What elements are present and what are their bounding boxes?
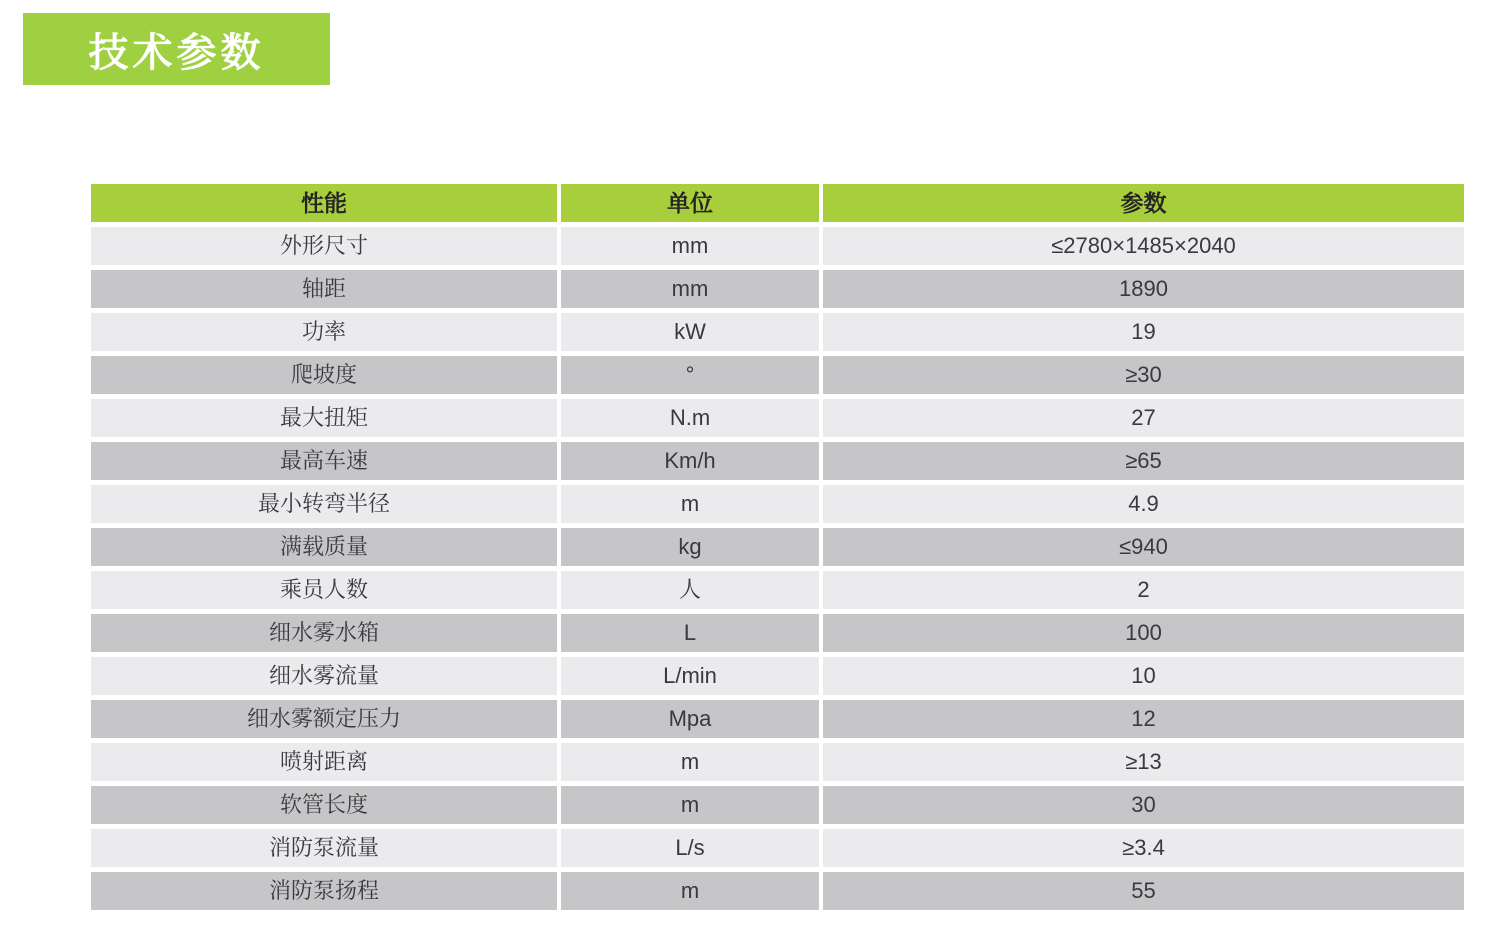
table-row (91, 657, 1464, 695)
value-cell: 19 (823, 313, 1464, 351)
table-row (91, 313, 1464, 351)
unit-cell: 人 (561, 571, 819, 609)
unit-cell: mm (561, 227, 819, 265)
unit-cell: m (561, 743, 819, 781)
table-row (91, 227, 1464, 265)
spec-name-cell: 细水雾流量 (91, 657, 557, 695)
unit-cell: m (561, 872, 819, 910)
unit-cell: L/s (561, 829, 819, 867)
spec-name-cell: 满载质量 (91, 528, 557, 566)
table-row (91, 743, 1464, 781)
header-unit: 单位 (561, 184, 819, 222)
table-row (91, 356, 1464, 394)
unit-cell: N.m (561, 399, 819, 437)
table-row (91, 786, 1464, 824)
spec-name-cell: 细水雾额定压力 (91, 700, 557, 738)
table-header-row (91, 184, 1464, 222)
spec-name-cell: 爬坡度 (91, 356, 557, 394)
value-cell: 12 (823, 700, 1464, 738)
unit-cell: ° (561, 356, 819, 394)
table-row (91, 700, 1464, 738)
spec-name-cell: 轴距 (91, 270, 557, 308)
value-cell: 100 (823, 614, 1464, 652)
unit-cell: m (561, 786, 819, 824)
table-row (91, 399, 1464, 437)
value-cell: 55 (823, 872, 1464, 910)
spec-name-cell: 软管长度 (91, 786, 557, 824)
spec-name-cell: 喷射距离 (91, 743, 557, 781)
value-cell: 27 (823, 399, 1464, 437)
unit-cell: mm (561, 270, 819, 308)
spec-name-cell: 细水雾水箱 (91, 614, 557, 652)
unit-cell: Km/h (561, 442, 819, 480)
table-row (91, 872, 1464, 910)
header-performance: 性能 (91, 184, 557, 222)
section-title-text: 技术参数 (88, 30, 265, 75)
header-parameter: 参数 (823, 184, 1464, 222)
spec-name-cell: 乘员人数 (91, 571, 557, 609)
spec-name-cell: 最大扭矩 (91, 399, 557, 437)
table-row (91, 442, 1464, 480)
value-cell: 30 (823, 786, 1464, 824)
unit-cell: kW (561, 313, 819, 351)
spec-name-cell: 功率 (91, 313, 557, 351)
value-cell: ≥13 (823, 743, 1464, 781)
value-cell: ≤940 (823, 528, 1464, 566)
value-cell: ≥65 (823, 442, 1464, 480)
unit-cell: kg (561, 528, 819, 566)
spec-name-cell: 最小转弯半径 (91, 485, 557, 523)
spec-name-cell: 消防泵流量 (91, 829, 557, 867)
value-cell: 10 (823, 657, 1464, 695)
table-row (91, 614, 1464, 652)
value-cell: ≥3.4 (823, 829, 1464, 867)
unit-cell: m (561, 485, 819, 523)
unit-cell: Mpa (561, 700, 819, 738)
value-cell: ≥30 (823, 356, 1464, 394)
value-cell: 2 (823, 571, 1464, 609)
spec-table (91, 184, 1464, 910)
unit-cell: L/min (561, 657, 819, 695)
table-row (91, 528, 1464, 566)
table-row (91, 571, 1464, 609)
spec-name-cell: 最高车速 (91, 442, 557, 480)
spec-name-cell: 外形尺寸 (91, 227, 557, 265)
section-title-badge (23, 13, 330, 85)
table-row (91, 829, 1464, 867)
table-row (91, 485, 1464, 523)
value-cell: 1890 (823, 270, 1464, 308)
table-row (91, 270, 1464, 308)
value-cell: 4.9 (823, 485, 1464, 523)
value-cell: ≤2780×1485×2040 (823, 227, 1464, 265)
spec-name-cell: 消防泵扬程 (91, 872, 557, 910)
unit-cell: L (561, 614, 819, 652)
